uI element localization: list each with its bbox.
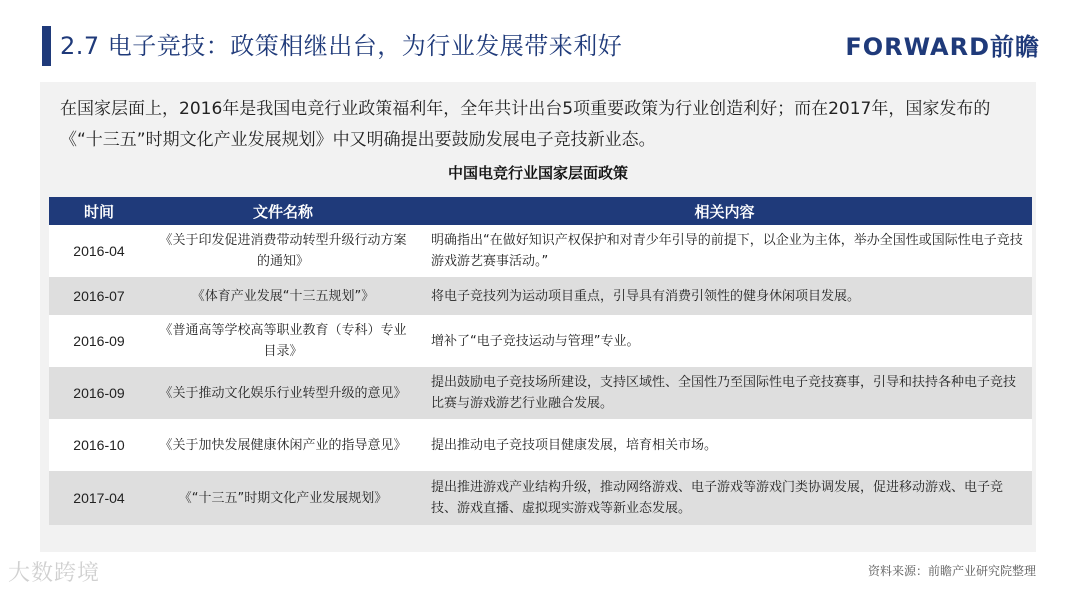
row-document: 《普通高等学校高等职业教育（专科）专业目录》	[149, 315, 417, 367]
table-row	[49, 367, 1032, 419]
table-row	[49, 225, 1032, 277]
header-document: 文件名称	[149, 197, 417, 225]
row-date: 2016-07	[49, 277, 149, 315]
table-row	[49, 471, 1032, 525]
table-row	[49, 277, 1032, 315]
row-date: 2016-09	[49, 367, 149, 419]
watermark-logo: 大数跨境	[8, 561, 101, 586]
source-note: 资料来源：前瞻产业研究院整理	[867, 564, 1036, 578]
table-row	[49, 315, 1032, 367]
row-document: 《“十三五”时期文化产业发展规划》	[149, 471, 417, 525]
row-document: 《关于推动文化娱乐行业转型升级的意见》	[149, 367, 417, 419]
row-content: 提出推动电子竞技项目健康发展，培育相关市场。	[417, 419, 1032, 471]
page-title: 2.7 电子竞技：政策相继出台，为行业发展带来利好	[60, 32, 623, 60]
table-caption: 中国电竞行业国家层面政策	[447, 164, 628, 182]
table-header-row	[49, 197, 1032, 225]
row-document: 《关于印发促进消费带动转型升级行动方案的通知》	[149, 225, 417, 277]
row-document: 《体育产业发展“十三五规划”》	[149, 277, 417, 315]
row-date: 2016-10	[49, 419, 149, 471]
intro-paragraph: 在国家层面上，2016年是我国电竞行业政策福利年，全年共计出台5项重要政策为行业创造利好；而在2017年，国家发布的《“十三五”时期文化产业发展规划》中又明确提出要鼓励发展电子竞技新业态。	[60, 99, 991, 150]
title-accent-bar	[42, 26, 51, 66]
table-row	[49, 419, 1032, 471]
row-date: 2017-04	[49, 471, 149, 525]
brand-logo: FORWARD前瞻	[845, 33, 1040, 61]
row-document: 《关于加快发展健康休闲产业的指导意见》	[149, 419, 417, 471]
row-content: 提出推进游戏产业结构升级，推动网络游戏、电子游戏等游戏门类协调发展，促进移动游戏、电子竞技、游戏直播、虚拟现实游戏等新业态发展。	[417, 471, 1032, 525]
row-date: 2016-04	[49, 225, 149, 277]
row-date: 2016-09	[49, 315, 149, 367]
header-content: 相关内容	[417, 197, 1032, 225]
row-content: 增补了“电子竞技运动与管理”专业。	[417, 315, 1032, 367]
row-content: 提出鼓励电子竞技场所建设，支持区域性、全国性乃至国际性电子竞技赛事，引导和扶持各种电子竞技比赛与游戏游艺行业融合发展。	[417, 367, 1032, 419]
policy-table	[49, 197, 1032, 525]
row-content: 将电子竞技列为运动项目重点，引导具有消费引领性的健身休闲项目发展。	[417, 277, 1032, 315]
row-content: 明确指出“在做好知识产权保护和对青少年引导的前提下，以企业为主体，举办全国性或国际性电子竞技游戏游艺赛事活动。”	[417, 225, 1032, 277]
header-time: 时间	[49, 197, 149, 225]
